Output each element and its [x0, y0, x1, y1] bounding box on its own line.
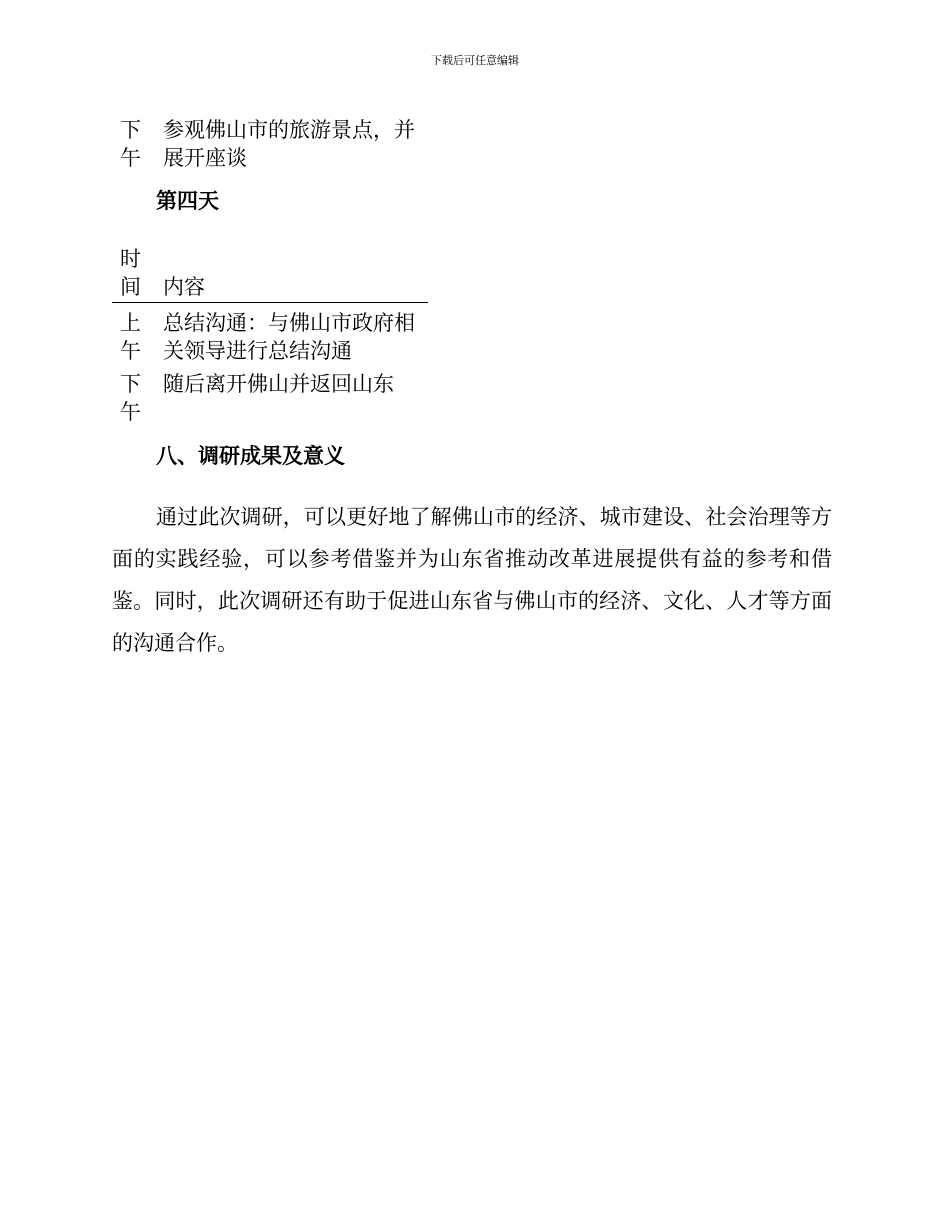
time-header: 时间 [120, 247, 141, 299]
table-header-rule [112, 302, 428, 303]
section-paragraph: 通过此次调研，可以更好地了解佛山市的经济、城市建设、社会治理等方面的实践经验，可以参考借鉴并为山东省推动改革进展提供有益的参考和借鉴。同时，此次调研还有助于促进山东省与佛山市的经济、文化、人才等方面的沟通合作。 [112, 505, 832, 655]
content-header: 内容 [163, 275, 205, 299]
day-heading: 第四天 [156, 189, 219, 213]
time-cell: 下午 [120, 372, 141, 424]
content-cell: 参观佛山市的旅游景点，并展开座谈 [163, 118, 415, 170]
time-cell: 上午 [120, 311, 141, 363]
section-heading: 八、调研成果及意义 [156, 444, 345, 468]
content-cell: 随后离开佛山并返回山东 [163, 372, 394, 396]
page-header: 下载后可任意编辑 [431, 54, 519, 67]
content-cell: 总结沟通：与佛山市政府相关领导进行总结沟通 [163, 311, 415, 363]
time-cell: 下午 [120, 118, 141, 170]
